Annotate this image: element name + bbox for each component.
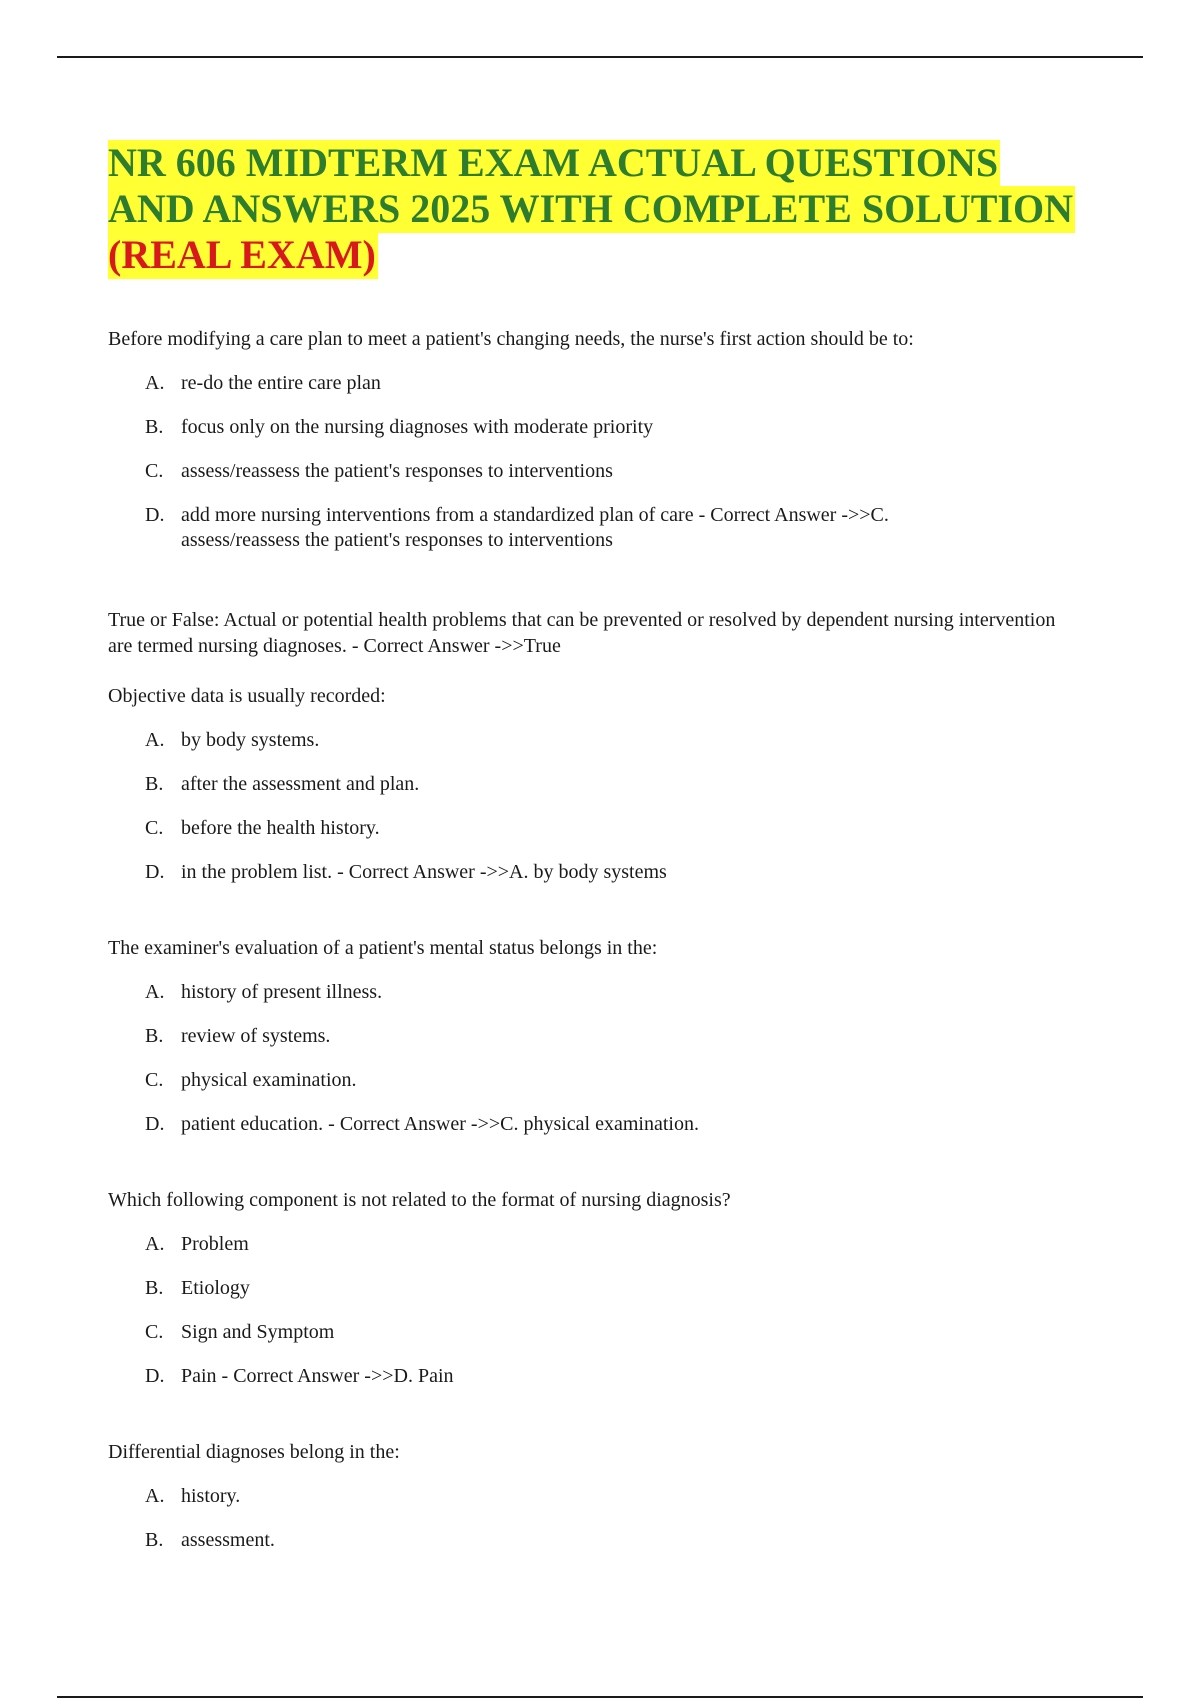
option-b [108, 1528, 1098, 1553]
option-letter: D. [145, 1365, 165, 1387]
option-letter: C. [145, 1069, 164, 1091]
option-text: assessment. [181, 1529, 275, 1551]
option-list [108, 1484, 1098, 1553]
option-text: focus only on the nursing diagnoses with moderate priority [181, 416, 654, 438]
option-text: after the assessment and plan. [181, 773, 420, 795]
option-letter: A. [145, 1233, 165, 1255]
option-letter: D. [145, 861, 165, 883]
option-d [108, 1364, 1098, 1389]
option-list [108, 371, 1098, 553]
option-text: physical examination. [181, 1069, 357, 1091]
option-text: patient education. - Correct Answer ->>C. physical examination. [181, 1113, 699, 1135]
option-letter: C. [145, 460, 164, 482]
option-letter: D. [145, 1113, 165, 1135]
option-d [108, 1112, 1098, 1137]
option-text: Problem [181, 1233, 249, 1255]
question-text: Which following component is not related to the format of nursing diagnosis? [108, 1189, 731, 1211]
option-list [108, 728, 1098, 885]
question-block-5 [108, 1187, 1098, 1389]
bottom-rule [57, 1696, 1143, 1698]
question-block-3 [108, 683, 1098, 885]
document-title [108, 140, 1098, 278]
option-letter: A. [145, 981, 165, 1003]
option-text: Etiology [181, 1277, 250, 1299]
option-letter: A. [145, 372, 165, 394]
top-rule [57, 56, 1143, 58]
option-text: assess/reassess the patient's responses to interventions [181, 460, 613, 482]
option-c [108, 459, 1098, 484]
option-a [108, 1484, 1098, 1509]
option-text: Pain - Correct Answer ->>D. Pain [181, 1365, 454, 1387]
option-letter: A. [145, 729, 165, 751]
option-letter: B. [145, 1025, 164, 1047]
option-a [108, 728, 1098, 753]
option-c [108, 1068, 1098, 1093]
question-block-6 [108, 1439, 1098, 1553]
question-text: The examiner's evaluation of a patient's mental status belongs in the: [108, 937, 658, 959]
question-block-4 [108, 935, 1098, 1137]
option-text: Sign and Symptom [181, 1321, 335, 1343]
title-line-2: AND ANSWERS 2025 WITH COMPLETE SOLUTION [108, 186, 1073, 231]
option-letter: B. [145, 416, 164, 438]
question-block-2 [108, 607, 1098, 659]
option-list [108, 1232, 1098, 1389]
option-text: before the health history. [181, 817, 380, 839]
option-text: review of systems. [181, 1025, 331, 1047]
option-letter: A. [145, 1485, 165, 1507]
option-b [108, 415, 1098, 440]
question-text: Differential diagnoses belong in the: [108, 1441, 400, 1463]
option-letter: C. [145, 817, 164, 839]
option-letter: C. [145, 1321, 164, 1343]
option-text: history of present illness. [181, 981, 383, 1003]
option-letter: B. [145, 773, 164, 795]
document-body [108, 140, 1098, 1553]
option-text: add more nursing interventions from a standardized plan of care - Correct Answer ->>C. assess/reassess the patient's responses to interventions [181, 504, 889, 551]
option-c [108, 816, 1098, 841]
question-text: Objective data is usually recorded: [108, 685, 386, 707]
option-letter: B. [145, 1529, 164, 1551]
option-b [108, 1024, 1098, 1049]
option-d [108, 503, 1098, 553]
option-list [108, 980, 1098, 1137]
option-c [108, 1320, 1098, 1345]
question-block-1 [108, 326, 1098, 553]
option-text: in the problem list. - Correct Answer ->>A. by body systems [181, 861, 667, 883]
title-line-3: (REAL EXAM) [108, 232, 376, 277]
option-text: history. [181, 1485, 241, 1507]
option-a [108, 371, 1098, 396]
option-b [108, 1276, 1098, 1301]
option-text: by body systems. [181, 729, 320, 751]
option-letter: D. [145, 504, 165, 526]
title-line-1: NR 606 MIDTERM EXAM ACTUAL QUESTIONS [108, 140, 999, 185]
option-d [108, 860, 1098, 885]
question-text: Before modifying a care plan to meet a patient's changing needs, the nurse's first action should be to: [108, 328, 914, 350]
option-b [108, 772, 1098, 797]
option-a [108, 1232, 1098, 1257]
option-a [108, 980, 1098, 1005]
option-text: re-do the entire care plan [181, 372, 381, 394]
question-text: True or False: Actual or potential health problems that can be prevented or resolved by dependent nursing intervention are termed nursing diagnoses. - Correct Answer ->>True [108, 609, 1056, 657]
option-letter: B. [145, 1277, 164, 1299]
